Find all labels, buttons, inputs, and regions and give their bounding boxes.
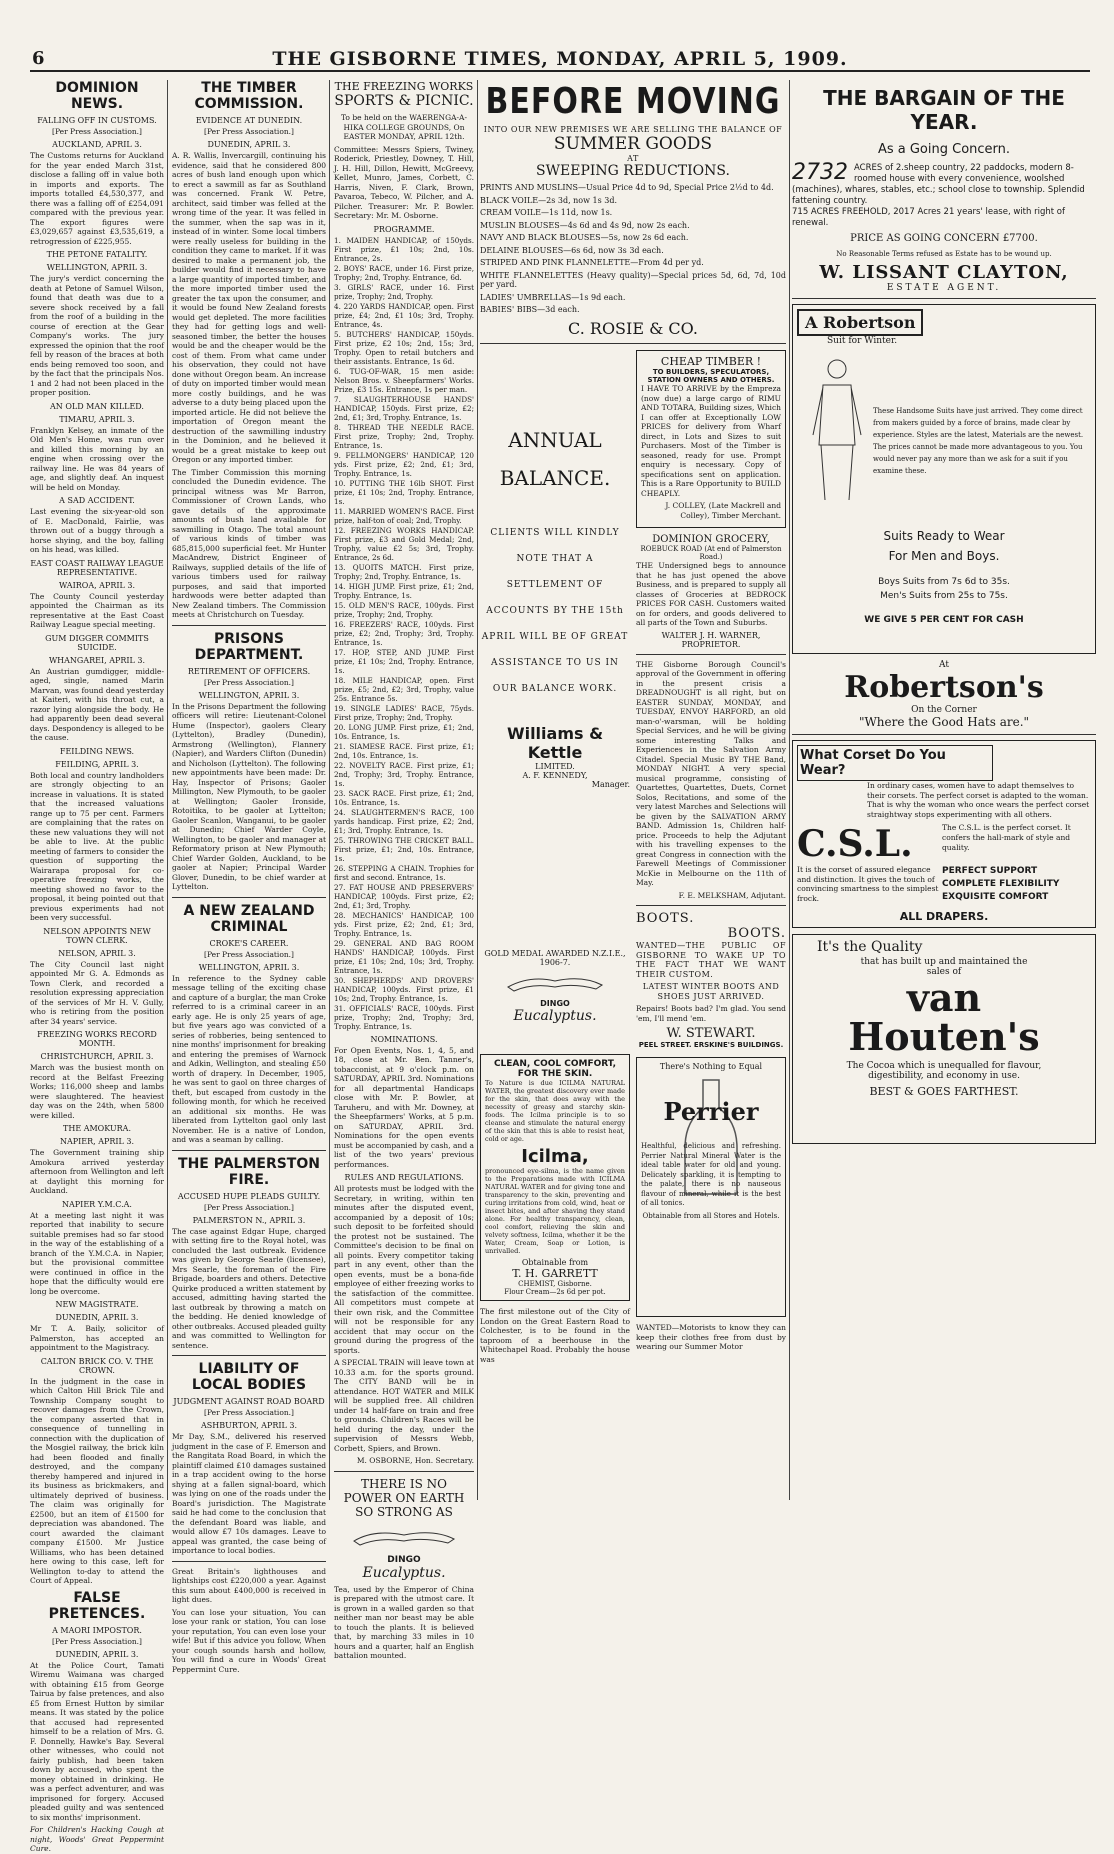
prisons-sub: RETIREMENT OF OFFICERS. [187, 666, 311, 676]
programme-event: 1. MAIDEN HANDICAP, of 150yds. First prize, £1 10s; 2nd, 10s. Entrance, 2s. [334, 235, 474, 263]
programme-event: 30. SHEPHERDS' AND DROVERS' HANDICAP, 100yds. First prize, £1 10s; 2nd, Trophy. Entrance, 1s. [334, 975, 474, 1003]
programme-event: 23. SACK RACE. First prize, £1; 2nd, 10s. Entrance, 1s. [334, 788, 474, 807]
programme-event: 29. GENERAL AND BAG ROOM HANDS' HANDICAP, 100yds. First prize, £1 10s; 2nd, 10s; 3rd, Trophy. Entrance, 1s. [334, 938, 474, 975]
programme-event: 20. LONG JUMP. First prize, £1; 2nd, 10s. Entrance, 1s. [334, 722, 474, 741]
rules-text: All protests must be lodged with the Secretary, in writing, within ten minutes after the disputed event, accompanied by a deposit of 10s; such deposit to be forfeited should the protest not be sustained. The Committee's decision to be final on all points. Every competitor taking part in any event, other than the open events, must be a bona-fide employee of either freezing works to the satisfaction of the committee. All competitors must compete at their own risk, and the Committee will not be responsible for any accident that may occur on the ground during the progress of the sports. [334, 1184, 474, 1355]
column-sports [334, 80, 474, 1660]
article-title: A SAD ACCIDENT. [59, 496, 135, 505]
dominion-news-sections [30, 116, 164, 1586]
eucalyptus-label: Eucalyptus. [362, 1564, 446, 1581]
article-title: FREEZING WORKS RECORD MONTH. [37, 1030, 157, 1048]
chemist: CHEMIST, Gisborne. [518, 1280, 592, 1288]
programme-event: 5. BUTCHERS' HANDICAP, 150yds. First prize, £2 10s; 2nd, 15s; 3rd, Trophy. Open to retail butchers and their assistants. Entrance, 1s 6d. [334, 329, 474, 366]
programme-event: 4. 220 YARDS HANDICAP, open. First prize, £4; 2nd, £1 10s; 3rd, Trophy. Entrance, 4s. [334, 301, 474, 329]
article-text: March was the busiest month on record at the Belfast Freezing Works; 116,000 sheep and lambs were slaughtered. The heaviest day was on the 24th, when 5800 were killed. [30, 1063, 164, 1120]
balance: BALANCE. [499, 466, 611, 490]
csl-text: It is the corset of assured elegance and distinction. It gives the touch of convincing smartness to the simplest frock. [797, 865, 939, 903]
icilma-obtain: Obtainable from [521, 1258, 589, 1267]
corset-text: In ordinary cases, women have to adapt themselves to their corsets. The perfect corset is adapted to the woman. That is why the woman who once wears the perfect corset straightway stops experimenting with all others. [867, 781, 1090, 819]
estate-agent: ESTATE AGENT. [886, 283, 1002, 293]
complete-flexibility: COMPLETE FLEXIBILITY [942, 879, 1060, 889]
article-text: The Government training ship Amokura arrived yesterday afternoon from Wellington and left at daylight this morning for Auckland. [30, 1148, 164, 1195]
sports-intro: To be held on the WAERENGA-A-HIKA COLLEGE GROUNDS, On EASTER MONDAY, APRIL 12th. [341, 113, 467, 141]
grocery-text: THE Undersigned begs to announce that he has just opened the above Business, and is prepared to supply all classes of Groceries at BEDROCK PRICES FOR CASH. Customers waited on for orders, and goods delivered to all parts of the Town and Suburbs. [636, 561, 786, 627]
article-text: An Austrian gumdigger, middle-aged, single, named Marin Marvan, was found dead yesterday at Kaiteri, with his throat cut, a razor lying alongside the body. He had apparently been dead several days. Despondency is alleged to be the cause. [30, 666, 164, 742]
nominations-title: NOMINATIONS. [370, 1034, 438, 1044]
sports-signoff: M. OSBORNE, Hon. Secretary. [356, 1456, 474, 1465]
false-pretences-dateline: DUNEDIN, APRIL 3. [55, 1649, 139, 1659]
van: van [906, 975, 982, 1020]
column-advertisements-1 [480, 80, 786, 1500]
clients-notice: CLIENTS WILL KINDLY NOTE THAT A SETTLEMENT OF ACCOUNTS BY THE 15th APRIL WILL BE OF GREAT ASSISTANCE TO US IN OUR BALANCE WORK. [481, 528, 629, 694]
liability-press: [Per Press Association.] [204, 1408, 294, 1417]
perrier-text: Healthful, delicious and refreshing. Perrier Natural Mineral Water is the ideal table water for old and young. Delicately sparkling, it is tempting to the palate, there is no nauseous flavour of mineral, while it is the best of all tonics. [641, 1142, 781, 1207]
article-dateline: NELSON, APRIL 3. [58, 948, 136, 958]
timber-sub: EVIDENCE AT DUNEDIN. [195, 116, 303, 125]
column-advertisements-2 [792, 80, 1096, 1500]
price: PRICE AS GOING CONCERN £7700. [850, 233, 1038, 244]
masthead [30, 48, 1090, 72]
robertson-title: A Robertson [797, 309, 923, 336]
liability-sub: JUDGMENT AGAINST ROAD BOARD [173, 1397, 325, 1406]
article-dateline: FEILDING, APRIL 3. [55, 759, 139, 769]
article-text: In the judgment in the case in which Calton Hill Brick Tile and Township Company sought to recover damages from the Crown, the company asserted that in consequence of tunnelling in connection with the duplication of the Mosgiel railway, the brick kiln had been flooded and finally destroyed, and the company thereby hampered and injured in its business as brickmakers, and ultimately deprived of business. The claim was originally for £2500, but an item of £1500 for depreciation was abandoned. The court awarded the claimant company £1500. Mr Justice Williams, who has been detained here owing to this case, left for Wellington to-day to attend the Court of Appeal. [30, 1376, 164, 1585]
perrier-name: Perrier [663, 1097, 759, 1126]
boots-1: BOOTS. [636, 911, 695, 926]
dingo-label-2: DINGO [540, 999, 570, 1008]
col2-footer-text: You can lose your situation, You can lose your rank or station, You can lose your reputation, You can even lose your wife! But if this advice you follow, When your cough sounds harsh and hollow, You will find a cure in Woods' Great Peppermint Cure. [172, 1607, 326, 1674]
criminal-dateline: WELLINGTON, APRIL 3. [198, 962, 300, 972]
programme-event: 19. SINGLE LADIES' RACE, 75yds. First prize, Trophy; 2nd, Trophy. [334, 703, 474, 722]
dingo-label: DINGO [387, 1554, 421, 1565]
stewart: W. STEWART. [666, 1026, 756, 1041]
programme-event: 6. TUG-OF-WAR, 15 men aside: Nelson Bros. v. Sheepfarmers' Works. Prize, £3 15s. Entrance, 1s per man. [334, 366, 474, 394]
best-farthest: BEST & GOES FARTHEST. [869, 1085, 1019, 1098]
power-line-3: SO STRONG AS [355, 1504, 453, 1519]
perrier-ad [636, 1057, 786, 1317]
robertsons: Robertson's [844, 670, 1044, 705]
williams-manager: Manager. [591, 780, 630, 789]
liability-heading: LIABILITY OF LOCAL BODIES [191, 1361, 307, 1393]
article-text: The jury's verdict concerning the death at Petone of Samuel Wilson, found that death was due to a severe shock received by a fall from the roof of a building in the course of erection at the Gear Company's works. The jury expressed the opinion that the roof fell by reason of the braces at both ends being removed too soon, and by the fact that the principals Nos. 1 and 2 had not been placed in the proper position. [30, 274, 164, 397]
programme-event: 9. FELLMONGERS' HANDICAP, 120 yds. First prize, £2; 2nd, £1; 3rd, Trophy. Entrance, 1s. [334, 450, 474, 478]
motorists-text: WANTED—Motorists to know they can keep their clothes free from dust by wearing our Summer Motor [636, 1323, 786, 1351]
good-hats: "Where the Good Hats are." [858, 715, 1030, 729]
bargain-text: ACRES of 2.sheep country, 22 paddocks, modern 8-roomed house with every convenience, woolshed (machines), whares, stables, etc.; school close to township. Splendid fattening country. [792, 163, 1085, 206]
williams-limited: LIMITED. [535, 762, 575, 771]
suits-text: These Handsome Suits have just arrived. They come direct from makers guided by a force of brains, made clear by experience. Styles are the latest, Materials are the newest. The prices cannot be made more advantageous to you. You would never pay any more than we ask for a suit if you examine these. [873, 407, 1084, 475]
sports-committee: Committee: Messrs Spiers, Twiney, Roderick, Priestley, Downey, T. Hill, J. H. Hill, Dillon, Hewitt, McGreevy, Kellet, Munro, James, Corbett, C. Harris, Niven, F. Clark, Brown, Pavaroa, Tebeco, W. Pilcher, and A. Pilcher. Treasurer: Mr. P. Bowler. Secretary: Mr. M. Osborne. [334, 144, 474, 220]
sale-item: PRINTS AND MUSLINS—Usual Price 4d to 9d, Special Price 2½d to 4d. [480, 183, 774, 192]
icilma-ad [480, 1054, 630, 1301]
article-title: FALLING OFF IN CUSTOMS. [37, 116, 157, 125]
programme-event: 10. PUTTING THE 16lb SHOT. First prize, £1 10s; 2nd, Trophy. Entrance, 1s. [334, 478, 474, 506]
annual: ANNUAL [508, 428, 602, 452]
boots-repairs: Repairs! Boots bad? I'm glad. You send 'em, I'll mend 'em. [636, 1004, 786, 1023]
fire-text: The case against Edgar Hupe, charged with setting fire to the Royal hotel, was concluded the last outbreak. Evidence was given by George Searle (licensee), Mrs Searle, the foreman of the Fire Brigade, boarders and others. Detective Quirke produced a written statement by accused, admitting having started the last outbreak by throwing a match on the bedding. He denied knowledge of other outbreaks. Accused pleaded guilty and was committed to Wellington for sentence. [172, 1226, 326, 1350]
programme-event: 13. QUOITS MATCH. First prize, Trophy; 2nd, Trophy. Entrance, 1s. [334, 562, 474, 581]
programme-event: 31. OFFICIALS' RACE, 100yds. First prize, Trophy; 2nd, Trophy; 3rd, Trophy. Entrance, 1s. [334, 1003, 474, 1031]
criminal-sub: CROKE'S CAREER. [209, 938, 289, 948]
programme-title: PROGRAMME. [373, 224, 435, 234]
prisons-press: [Per Press Association.] [204, 677, 294, 687]
article-title: THE PETONE FATALITY. [46, 250, 148, 259]
dominion-news-heading: DOMINION NEWS. [55, 80, 139, 112]
boots-2: BOOTS. [727, 926, 786, 941]
criminal-heading: A NEW ZEALAND CRIMINAL [183, 902, 315, 935]
cheap-timber-text: I HAVE TO ARRIVE by the Empreza (now due) a large cargo of RIMU AND TOTARA, Building sizes, Which I can offer at Exceptionally LOW PRICES for delivery from Wharf direct, in Lots and Sizes to suit Purchasers. Most of the Timber is seasoned, ready for use. Prompt enquiry is necessary. Copy of specifications sent on application. This is a Rare Opportunity to BUILD CHEAPLY. [641, 384, 781, 498]
sale-item: BLACK VOILE—2s 3d, now 1s 3d. [480, 195, 618, 205]
williams-kettle: Williams & Kettle [506, 724, 604, 762]
column-dominion-news [30, 80, 164, 1853]
programme-event: 3. GIRLS' RACE, under 16. First prize, Trophy; 2nd, Trophy. [334, 282, 474, 301]
right-subcolumn [636, 348, 786, 1355]
perrier-bottom: Obtainable from all Stores and Hotels. [642, 1211, 780, 1220]
programme-event: 7. SLAUGHTERHOUSE HANDS' HANDICAP, 150yds. First prize, £2; 2nd, £1; 3rd, Trophy. Entrance, 1s. [334, 394, 474, 422]
article-dateline: AUCKLAND, APRIL 3. [52, 140, 142, 149]
annual-balance-ad [480, 348, 630, 1367]
van-houten-ad [792, 934, 1096, 1144]
programme-event: 2. BOYS' RACE, under 16. First prize, Trophy; 2nd, Trophy. Entrance, 6d. [334, 263, 474, 282]
programme-event: 16. FREEZERS' RACE, 100yds. First prize, £2; 2nd, Trophy; 3rd, Trophy. Entrance, 1s. [334, 619, 474, 647]
criminal-press: [Per Press Association.] [204, 949, 294, 959]
robertson-at: At [939, 660, 949, 670]
article-text: Last evening the six-year-old son of E. MacDonald, Fairlie, was thrown out of a buggy through a horse shying, and the boy, falling on his head, was killed. [30, 507, 164, 554]
article-title: THE AMOKURA. [63, 1124, 131, 1133]
criminal-text: In reference to the Sydney cable message telling of the exciting chase and capture of a burglar, the man Croke referred to is a criminal career in an early age. He is only 25 years of age, but five years ago was convicted of a series of robberies, being sentenced to nine months' imprisonment for breaking and entering the premises of Warnock and Adkin, Wellington, and stealing £50 worth of drapery. In December, 1905, he was sent to gaol on three charges of theft, but escaped from custody in the following month, for which he received an additional six months. He was liberated from Lyttelton gaol only last November. He is a native of London, and was a seaman by calling. [172, 973, 326, 1144]
cheap-timber-heading: CHEAP TIMBER ! [660, 355, 762, 368]
cheap-timber-to: TO BUILDERS, SPECULATORS, STATION OWNERS AND OTHERS. [647, 368, 775, 384]
article-dateline: WELLINGTON, APRIL 3. [46, 263, 148, 272]
timber-text-2: The Timber Commission this morning concluded the Dunedin evidence. The principal witness was Mr Barron, Commissioner of Crown Lands, who gave details of the approximate amounts of bush land available for sawmilling in Otago. The total amount of various kinds of timber was 685,815,000 superficial feet. Mr Hunter MacAndrew, District Engineer of Railways, supplied details of the life of various timbers used for railway purposes, and said that imported hardwoods were better adapted than New Zealand timbers. The Commission meets at Christchurch on Tuesday. [172, 467, 326, 619]
dingo-logo [334, 1523, 474, 1581]
fire-dateline: PALMERSTON N., APRIL 3. [192, 1215, 306, 1225]
before-moving-heading: BEFORE MOVING [485, 80, 781, 123]
page-number: 6 [32, 48, 45, 69]
man-in-suit-icon [807, 355, 867, 505]
boots-latest: LATEST WINTER BOOTS AND SHOES JUST ARRIVED. [642, 982, 780, 1001]
cheap-timber-ad [636, 350, 786, 528]
programme-event: 25. THROWING THE CRICKET BALL. First prize, £1; 2nd, 10s. Entrance, 1s. [334, 835, 474, 863]
article-dateline: TIMARU, APRIL 3. [59, 414, 135, 424]
sale-item: NAVY AND BLACK BLOUSES—5s, now 2s 6d each. [480, 233, 689, 242]
csl-side: The C.S.L. is the perfect corset. It confers the hall-mark of style and quality. [942, 823, 1071, 852]
perfect-support: PERFECT SUPPORT [942, 866, 1038, 876]
programme-event: 22. NOVELTY RACE. First prize, £1; 2nd, Trophy; 3rd, Trophy. Entrance, 1s. [334, 760, 474, 788]
programme-events [334, 236, 474, 1031]
refused: No Reasonable Terms refused as Estate has to be wound up. [836, 250, 1052, 258]
milestone-text: The first milestone out of the City of London on the Great Eastern Road to Colchester, is to be found in the taproom of a beerhouse in the Whitechapel Road. Probably the house was [480, 1307, 630, 1364]
sports-picnic-heading: SPORTS & PICNIC. [334, 93, 474, 109]
train-text: A SPECIAL TRAIN will leave town at 10.33 a.m. for the sports ground. The CITY BAND will be in attendance. HOT WATER and MILK will be supplied free. All children under 14 half-fare on train and free to grounds. Children's Races will be held during the day, under the supervision of Messrs Webb, Corbett, Spiers, and Brown. [334, 1358, 474, 1453]
article-title: GUM DIGGER COMMITS SUICIDE. [45, 633, 149, 652]
article-text: At a meeting last night it was reported that inability to secure suitable premises had so far stood in the way of the establishing of a branch of the Y.M.C.A. in Napier, but the provisional committee were continued in office in the hope that the difficulty would ere long be overcome. [30, 1210, 164, 1296]
false-pretences-heading: FALSE PRETENCES. [48, 1589, 146, 1622]
freezing-works-heading: THE FREEZING WORKS [334, 80, 474, 93]
eucalyptus-label-2: Eucalyptus. [513, 1008, 597, 1024]
quality: It's the Quality [817, 939, 923, 955]
article-text: Both local and country landholders are strongly objecting to an increase in valuations. It is stated that the increased valuations range up to 75 per cent. Farmers are complaining that the rates on these new valuations they will not be able to live. At the public meeting of farmers to consider the question of supporting the Wairarapa proposal for co-operative freezing works, the meeting showed no favor to the proposal, it being pointed out that previous experiments had not been very successful. [30, 770, 164, 922]
prisons-text: In the Prisons Department the following officers will retire: Lieutenant-Colonel Hume (Inspector), gaolers Cleary (Lyttelton), Bradley (Dunedin), Armstrong (Wellington), Flannery (Napier), and Warders Clifton (Dunedin) and Nicholson (Lyttelton). The following new appointments have been made: Dr. Hay, Inspector of Prisons; Gaoler Millington, New Plymouth, to be gaoler at Wellington; Gaoler Ironside, Rotoitika, to be gaoler at Lyttelton; Gaoler Scanlon, Wanganui, to be gaoler at Dunedin; Chief Warder Coyle, Wellington, to be gaoler and manager at Reformatory prison at New Plymouth; Chief Warder Golden, Auckland, to be gaoler at Napier; Principal Warder Glover, Dunedin, to be chief warder at Lyttelton. [172, 701, 326, 891]
bargain-text-2: 715 ACRES FREEHOLD, 2017 Acres 21 years' lease, with right of renewal. [792, 207, 1065, 228]
going-concern: As a Going Concern. [877, 142, 1011, 157]
page-title: THE GISBORNE TIMES, MONDAY, APRIL 5, 1909. [272, 48, 848, 70]
article-text: The City Council last night appointed Mr G. A. Edmonds as Town Clerk, and recorded a resolution expressing appreciation of the services of Mr H. V. Gully, who is retiring from the position after 34 years' service. [30, 959, 164, 1026]
acre-number: 2732 [792, 160, 848, 185]
programme-event: 14. HIGH JUMP. First prize, £1; 2nd, Trophy. Entrance, 1s. [334, 581, 474, 600]
suit-winter: Suit for Winter. [827, 336, 898, 346]
sale-item: STRIPED AND PINK FLANNELETTE—From 4d per yd. [480, 258, 704, 267]
rules-title: RULES AND REGULATIONS. [344, 1173, 464, 1182]
cheap-timber-sig: J. COLLEY, (Late Mackrell and Colley), Timber Merchant. [665, 501, 781, 520]
programme-event: 8. THREAD THE NEEDLE RACE. First prize, Trophy; 2nd, Trophy. Entrance, 1s. [334, 422, 474, 450]
fire-press: [Per Press Association.] [204, 1202, 294, 1212]
dingo-icon [344, 1523, 464, 1551]
article-title: NELSON APPOINTS NEW TOWN CLERK. [43, 926, 151, 945]
suits-ready: Suits Ready to Wear [883, 529, 1005, 543]
tea-text: Tea, used by the Emperor of China is prepared with the utmost care. It is grown in a walled garden so that neither man nor beast may be able to touch the plants. It is believed that, by marching 33 miles in 10 hours and a quarter, half an English battalion mounted. [334, 1584, 474, 1660]
article-dateline: WHANGAREI, APRIL 3. [48, 655, 146, 665]
fire-heading: THE PALMERSTON FIRE. [178, 1155, 320, 1188]
sale-item: DELAINE BLOUSES—6s 6d, now 3s 3d each. [480, 245, 664, 255]
lighthouse-text: Great Britain's lighthouses and lightships cost £220,000 a year. Against this sum about £400,000 is received in light dues. [172, 1566, 326, 1604]
sale-items [480, 183, 786, 315]
bargain-heading: THE BARGAIN OF THE YEAR. [823, 86, 1065, 134]
perrier-top: There's Nothing to Equal [659, 1062, 763, 1071]
nominations-text: For Open Events, Nos. 1, 4, 5, and 18, close at Mr. Ben. Tanner's, tobacconist, at 9 o'clock p.m. on SATURDAY, APRIL 3rd. Nominations for all departmental Handicaps close with Mr. P. Bowler, at Taruheru, and with Mr. Downey, at the Sheepfarmers' Works, at 5 p.m. on SATURDAY, APRIL 3rd. Nominations for the open events must be accompanied by cash, and a list of the two years' previous performances. [334, 1045, 474, 1169]
all-drapers: ALL DRAPERS. [899, 910, 989, 923]
five-percent: WE GIVE 5 PER CENT FOR CASH [864, 615, 1024, 625]
programme-event: 21. SIAMESE RACE. First prize, £1; 2nd, 10s. Entrance, 1s. [334, 741, 474, 760]
article-text: Mr T. A. Baily, solicitor of Palmerston, has accepted an appointment to the Magistracy. [30, 1324, 164, 1352]
false-pretences-press: [Per Press Association.] [52, 1636, 142, 1646]
summer-at: AT [627, 154, 639, 163]
sale-item: WHITE FLANNELETTES (Heavy quality)—Special prices 5d, 6d, 7d, 10d per yard. [480, 270, 786, 289]
dingo-logo-2 [480, 971, 630, 1024]
column-timber-commission [172, 80, 326, 1674]
power-line-1: THERE IS NO [361, 1476, 447, 1491]
prisons-heading: PRISONS DEPARTMENT. [194, 630, 304, 663]
icilma-text: To Nature is due ICILMA NATURAL WATER, the greatest discovery ever made for the skin, that does away with the necessity of greasy and starchy skin-foods. The Icilma principle is to so cleanse and stimulate the natural energy of the skin that this is able to resist heat, cold or age. [485, 1079, 625, 1143]
clayton: W. LISSANT CLAYTON, [819, 262, 1069, 283]
power-line-2: POWER ON EARTH [343, 1490, 465, 1505]
warner: WALTER J. H. WARNER, PROPRIETOR. [661, 630, 761, 649]
icilma-head: CLEAN, COOL COMFORT, FOR THE SKIN. [493, 1059, 617, 1079]
article-dateline: CHRISTCHURCH, APRIL 3. [40, 1052, 154, 1061]
garrett: T. H. GARRETT [512, 1267, 598, 1280]
timber-press: [Per Press Association.] [204, 127, 294, 136]
before-moving-intro: INTO OUR NEW PREMISES WE ARE SELLING THE BALANCE OF [483, 125, 783, 134]
csl-logo: C.S.L. [797, 823, 913, 865]
programme-event: 17. HOP, STEP, AND JUMP. First prize, £1 10s; 2nd, Trophy. Entrance, 1s. [334, 647, 474, 675]
liability-text: Mr Day, S.M., delivered his reserved judgment in the case of F. Emerson and the Rangitata Road Board, in which the plaintiff claimed £10 damages sustained in a trap accident owing to the horse shying at a fallen signal-board, which was lying on one of the roads under the Board's jurisdiction. The Magistrate said he had come to the conclusion that the defendant Board was liable, and would allow £7 10s damages. Leave to appeal was granted, the case being of importance to local bodies. [172, 1432, 326, 1555]
corset-ad [792, 740, 1096, 928]
gold-medal: GOLD MEDAL AWARDED N.Z.I.E., 1906-7. [484, 949, 626, 967]
programme-event: 24. SLAUGHTERMEN'S RACE, 100 yards handicap. First prize, £2; 2nd, £1; 3rd, Trophy. Entrance, 1s. [334, 807, 474, 835]
article-text: The Customs returns for Auckland for the year ended March 31st, disclose a falling off in value both in imports and exports. The imports totalled £4,530,377, and there was a falling off of £254,091 compared with the previous year. The export figures were £3,029,657 against £3,535,619, a retrogression of £225,955. [30, 151, 164, 246]
on-the-corner: On the Corner [911, 705, 977, 715]
timber-commission-heading: THE TIMBER COMMISSION. [194, 80, 304, 112]
article-title: FEILDING NEWS. [59, 746, 135, 756]
article-title: CALTON BRICK CO. V. THE CROWN. [40, 1356, 154, 1375]
flour-cream: Flour Cream—2s 6d per pot. [504, 1288, 606, 1296]
liability-dateline: ASHBURTON, APRIL 3. [200, 1421, 298, 1430]
williams-kennedy: A. F. KENNEDY, [522, 771, 588, 780]
article-text: Franklyn Kelsey, an inmate of the Old Men's Home, was run over and killed this morning by an engine when crossing over the railway line. He was 84 years of age, and slightly deaf. An inquest will be held on Monday. [30, 425, 164, 492]
article-press: [Per Press Association.] [52, 127, 142, 136]
mens-suits: Men's Suits from 25s to 75s. [880, 591, 1008, 601]
dominion-grocery: DOMINION GROCERY, [652, 534, 770, 545]
corset-heading: What Corset Do You Wear? [797, 745, 993, 781]
false-pretences-sub: A MAORI IMPOSTOR. [52, 1625, 142, 1635]
cocoa-text: The Cocoa which is unequalled for flavour, digestibility, and economy in use. [846, 1061, 1042, 1081]
programme-event: 11. MARRIED WOMEN'S RACE. First prize, half-ton of coal; 2nd, Trophy. [334, 506, 474, 525]
boys-suits: Boys Suits from 7s 6d to 35s. [878, 577, 1010, 587]
sale-item: MUSLIN BLOUSES—4s 6d and 4s 9d, now 2s each. [480, 220, 690, 230]
sweeping-reductions: SWEEPING REDUCTIONS. [536, 163, 730, 179]
timber-dateline: DUNEDIN, APRIL 3. [207, 140, 291, 149]
summer-goods: SUMMER GOODS [553, 134, 713, 154]
grocery-address: ROEBUCK ROAD (At end of Palmerston Road.) [640, 545, 782, 561]
for-men: For Men and Boys. [888, 549, 1000, 563]
robertson-ad [792, 304, 1096, 654]
article-dateline: WAIROA, APRIL 3. [58, 580, 136, 590]
boots-text: WANTED—THE PUBLIC OF GISBORNE TO WAKE UP TO THE FACT THAT WE WANT THEIR CUSTOM. [636, 941, 786, 979]
dingo-icon [500, 971, 610, 995]
timber-text: A. R. Wallis, Invercargill, continuing his evidence, said that he considered 800 acres of bush land enough upon which to erect a sawmill as far as Southland was concerned. Frank W. Petre, architect, said timber was felled at the wrong time of the year. It was felled in the summer, when the sap was in it, instead of in winter. Some local timbers were really useless for building in the condition they came to market. If it was desired to make a permanent job, the builder would find it necessary to have a large quantity of imported timber, and the more imported timber used the greater the tax upon the consumer, and it would be found New Zealand forests would get depleted. The more facilities they had for getting logs and well-seasoned timber, the better the houses would be and the cheaper would be the cost of them. From what came under his observation, they could not have done without Oregon beam. An increase of duty on imported timber would mean more costly buildings, and he was adverse to a duty being placed upon the imported article. He did not believe the importation of Oregon meant the destruction of the sawmilling industry in the Dominion, and he believed it would be a great mistake to keep out Oregon or any imported timber. [172, 151, 326, 464]
programme-event: 12. FREEZING WORKS HANDICAP. First prize, £3 and Gold Medal; 2nd, Trophy, value £2 5s; 3rd, Trophy. Entrance, 2s 6d. [334, 525, 474, 562]
programme-event: 28. MECHANICS' HANDICAP, 100 yds. First prize, £2; 2nd, £1; 3rd, Trophy. Entrance, 1s. [334, 910, 474, 938]
borough-text: THE Gisborne Borough Council's approval of the Government in offering in the present crisis a DREADNOUGHT is all right, but on EASTER SUNDAY, MONDAY, and TUESDAY, ENVOY HARFORD, an old man-o'-warsman, will be holding Special Services, and he will be giving some interesting Talks and Experiences in the Salvation Army Citadel. Special Music BY THE Band, MONDAY NIGHT. A very special musical programme, consisting of Quartettes, Quartettes, Duets, Cornet Solos, Recitations, and some of the very latest Marches and Selections will be given by the SALVATION ARMY BAND. Admission 1s, Children half-price. Proceeds to help the Adjutant with his travelling expenses to the great Congress in connection with the Farewell Meetings of Commissioner McKie in Melbourne on the 11th of May. [636, 659, 786, 887]
built-up: that has built up and maintained the sales of [860, 957, 1028, 977]
sale-item: LADIES' UMBRELLAS—1s 9d each. [480, 292, 626, 302]
exquisite-comfort: EXQUISITE COMFORT [942, 892, 1049, 902]
programme-event: 26. STEPPING A CHAIN. Trophies for first and second. Entrance, 1s. [334, 863, 474, 882]
col1-footer: For Children's Hacking Cough at night, Woods' Great Peppermint Cure. [30, 1825, 164, 1853]
false-pretences-text: At the Police Court, Tamati Wiremu Waimana was charged with obtaining £15 from George Tairua by false pretences, and also £5 from Ernest Hutton by similar means. It was stated by the police that accused had represented himself to be a relation of Mrs. G. F. Donnelly, Hawke's Bay. Several other witnesses, who could not fairly publish, had been taken down by accused, who spent the money obtained in drinking. He was a perfect adventurer, and was imprisoned for forgery. Accused pleaded guilty and was sentenced to six months' imprisonment. [30, 1660, 164, 1822]
article-title: NAPIER Y.M.C.A. [62, 1199, 132, 1209]
icilma-text-2: pronounced eye-silma, is the name given to the Preparations made with ICILMA NATURAL WATER and for giving tone and transparency to the skin, preventing and curing irritations from cold, wind, heat or insect bites, and after shaving they stand alone. For healthy transparency, clean, cool comfort, relieving the skin and velvety softness, Icilma, whether it be the Water, Cream, Soap or Lotion, is unrivalled. [485, 1167, 625, 1255]
rosie-company: C. ROSIE & CO. [568, 318, 698, 338]
article-title: EAST COAST RAILWAY LEAGUE REPRESENTATIVE. [30, 558, 164, 577]
icilma-name: Icilma, [521, 1146, 589, 1167]
article-title: NEW MAGISTRATE. [55, 1300, 139, 1309]
sale-item: CREAM VOILE—1s 11d, now 1s. [480, 208, 613, 217]
article-title: AN OLD MAN KILLED. [50, 401, 144, 411]
sale-item: BABIES' BIBS—3d each. [480, 305, 580, 314]
programme-event: 15. OLD MEN'S RACE, 100yds. First prize, Trophy; 2nd, Trophy. [334, 600, 474, 619]
article-dateline: DUNEDIN, APRIL 3. [55, 1313, 139, 1322]
article-text: The County Council yesterday appointed the Chairman as its representative at the East Coast Railway League special meeting. [30, 591, 164, 629]
prisons-dateline: WELLINGTON, APRIL 3. [198, 690, 300, 700]
fire-sub: ACCUSED HUPE PLEADS GUILTY. [177, 1191, 321, 1201]
houten: Houten's [848, 1014, 1040, 1059]
melksham: F. E. MELKSHAM, Adjutant. [678, 890, 786, 900]
stewart-address: PEEL STREET. ERSKINE'S BUILDINGS. [638, 1041, 784, 1049]
programme-event: 27. FAT HOUSE AND PRESERVERS' HANDICAP, 100yds. First prize, £2; 2nd, £1; 3rd, Trophy. [334, 882, 474, 910]
article-dateline: NAPIER, APRIL 3. [59, 1137, 135, 1146]
programme-event: 18. MILE HANDICAP, open. First prize, £5; 2nd, £2; 3rd, Trophy, value 25s. Entrance 5s. [334, 675, 474, 703]
